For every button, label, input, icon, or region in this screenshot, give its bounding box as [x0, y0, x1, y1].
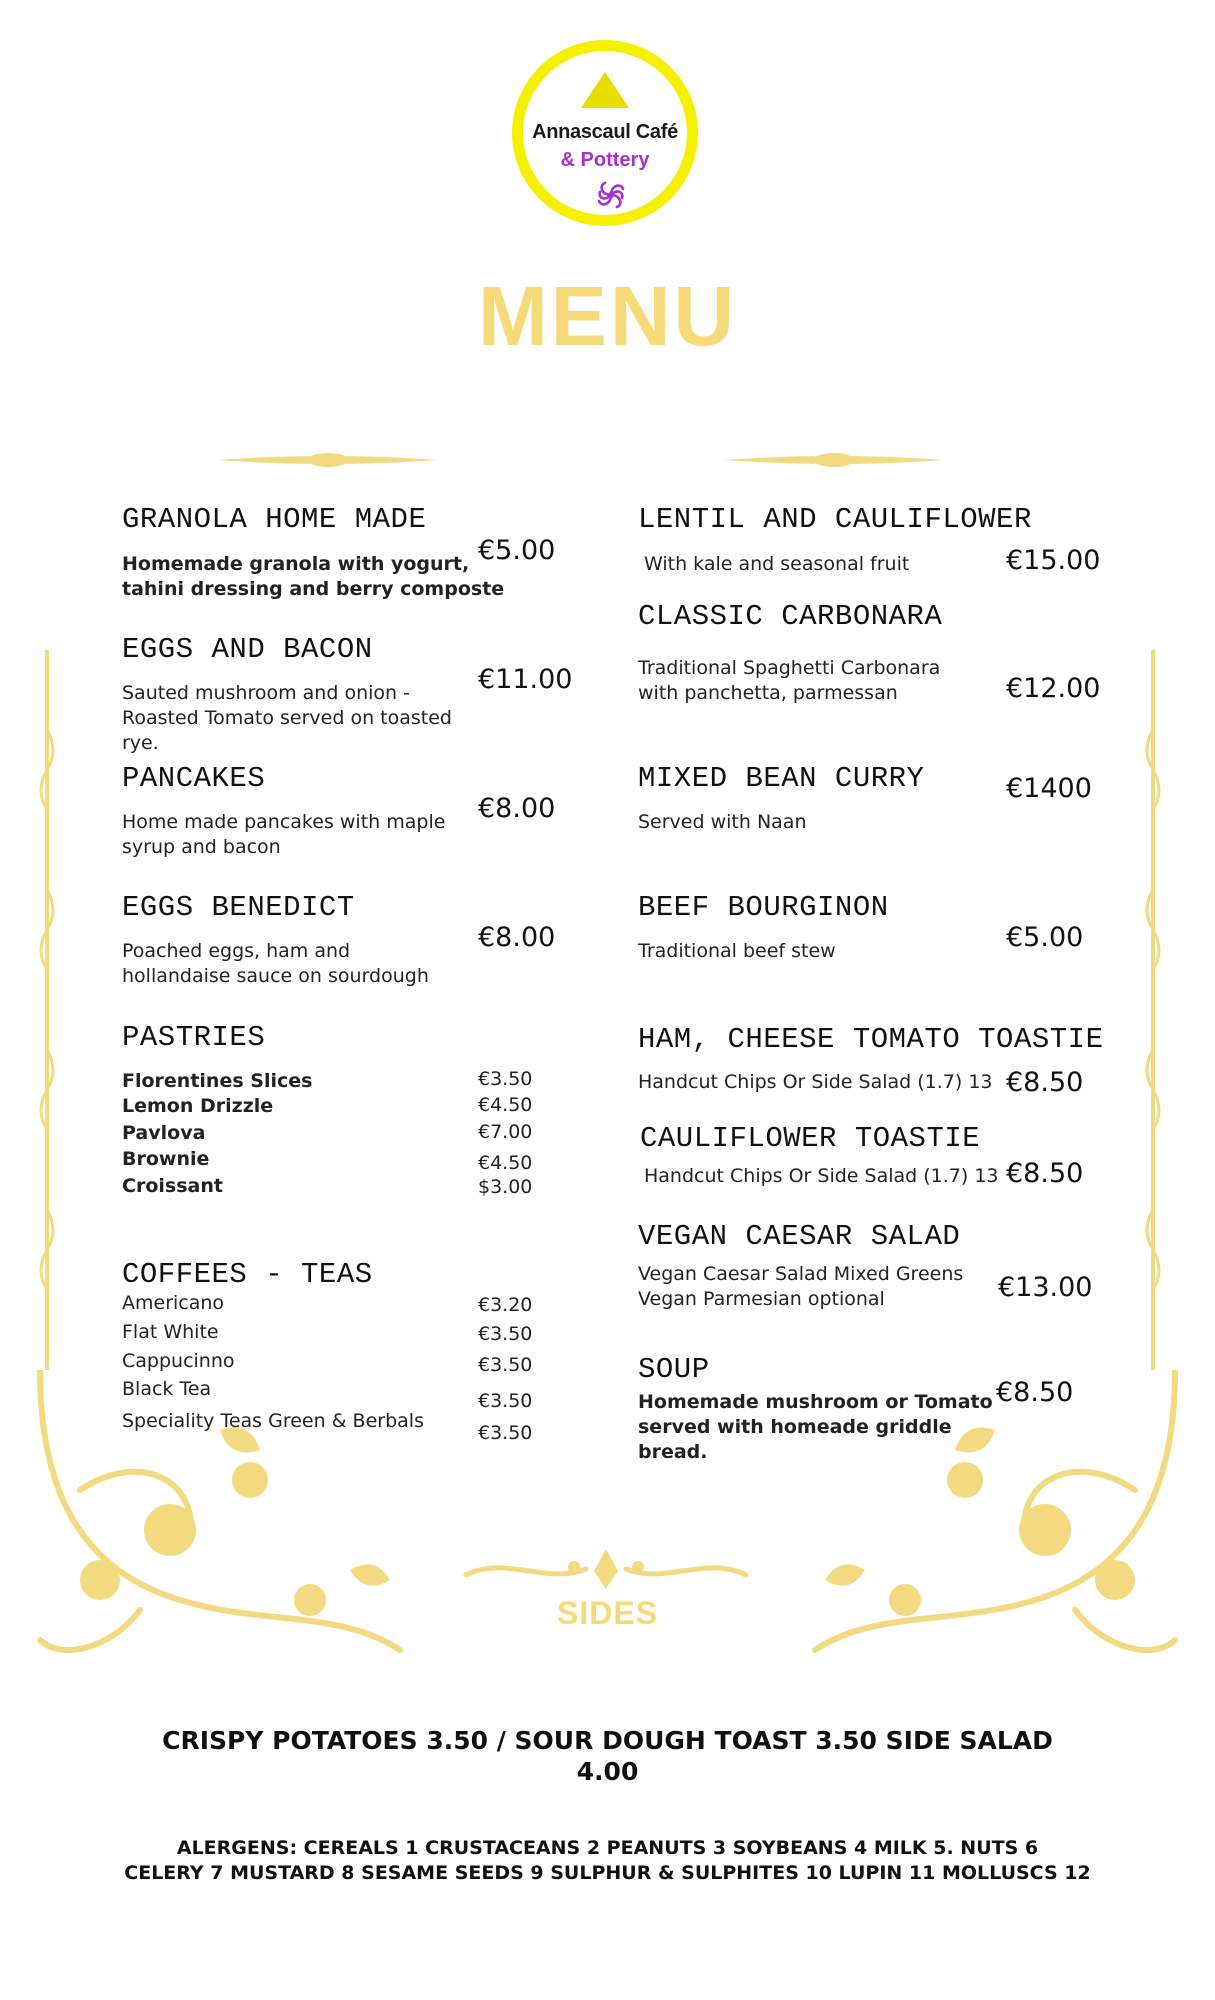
list-item-price: €7.00: [478, 1121, 533, 1143]
item-title: EGGS AND BACON: [122, 633, 373, 666]
list-item-price: €3.50: [478, 1068, 533, 1090]
list-item: Speciality Teas Green & Berbals: [122, 1410, 424, 1432]
border-vine-right: [1140, 650, 1166, 1370]
item-price: €8.50: [1006, 1158, 1084, 1189]
sides-title: SIDES: [556, 1595, 659, 1631]
item-title: HAM, CHEESE TOMATO TOASTIE: [638, 1023, 1104, 1056]
item-title: CLASSIC CARBONARA: [638, 600, 943, 633]
item-description: Vegan Caesar Salad Mixed Greens Vegan Parmesian optional: [638, 1263, 964, 1310]
item-price: €8.00: [478, 793, 556, 824]
logo-name: Annascaul Café: [532, 121, 678, 143]
item-description: Handcut Chips Or Side Salad (1.7) 13: [638, 1071, 993, 1093]
list-item: Brownie: [122, 1148, 210, 1170]
item-price: €5.00: [478, 535, 556, 566]
list-item: Croissant: [122, 1175, 223, 1197]
item-description: Poached eggs, ham and hollandaise sauce on sourdough: [122, 940, 429, 987]
cafe-logo: [512, 40, 698, 226]
list-item-price: €3.50: [478, 1354, 533, 1376]
item-description: Traditional Spaghetti Carbonara with panchetta, parmessan: [638, 657, 941, 704]
list-item: Cappucinno: [122, 1350, 235, 1372]
item-description: Homemade mushroom or Tomato served with homeade griddle bread.: [638, 1391, 993, 1463]
sides-ornament: [456, 1545, 756, 1593]
item-title: MIXED BEAN CURRY: [638, 762, 925, 795]
item-price: €11.00: [478, 664, 573, 695]
list-item-price: €4.50: [478, 1094, 533, 1116]
item-price: €8.50: [996, 1377, 1074, 1408]
logo-subtitle: & Pottery: [560, 149, 650, 171]
item-description: Served with Naan: [638, 811, 807, 833]
item-price: €8.50: [1006, 1067, 1084, 1098]
list-item-price: €3.20: [478, 1294, 533, 1316]
item-title: BEEF BOURGINON: [638, 891, 889, 924]
item-description: Home made pancakes with maple syrup and bacon: [122, 811, 446, 858]
allergens-line-1: ALERGENS: CEREALS 1 CRUSTACEANS 2 PEANUTS 3 SOYBEANS 4 MILK 5. NUTS 6: [176, 1837, 1039, 1859]
list-item-price: €3.50: [478, 1390, 533, 1412]
item-title: VEGAN CAESAR SALAD: [638, 1220, 961, 1253]
triangle-icon: [581, 72, 629, 108]
menu-title: MENU: [477, 269, 738, 363]
list-item-price: €3.50: [478, 1323, 533, 1345]
item-price: €12.00: [1006, 673, 1101, 704]
allergens-line-2: CELERY 7 MUSTARD 8 SESAME SEEDS 9 SULPHUR & SULPHITES 10 LUPIN 11 MOLLUSCS 12: [124, 1862, 1091, 1884]
item-title: PANCAKES: [122, 762, 266, 795]
item-price: €5.00: [1006, 922, 1084, 953]
item-description: Handcut Chips Or Side Salad (1.7) 13: [644, 1165, 999, 1187]
item-title: LENTIL AND CAULIFLOWER: [638, 503, 1032, 536]
item-description: Homemade granola with yogurt, tahini dressing and berry composte: [122, 553, 505, 600]
item-title: SOUP: [638, 1353, 710, 1386]
list-item: Lemon Drizzle: [122, 1095, 274, 1117]
list-item: Americano: [122, 1292, 225, 1314]
item-price: €1400: [1006, 773, 1092, 804]
border-vine-left: [34, 650, 60, 1370]
item-title: EGGS BENEDICT: [122, 891, 355, 924]
item-price: €15.00: [1006, 545, 1101, 576]
item-description: Traditional beef stew: [638, 940, 836, 962]
item-description: Sauted mushroom and onion - Roasted Tomato served on toasted rye.: [122, 682, 452, 754]
coffees-title: COFFEES - TEAS: [122, 1258, 373, 1291]
list-item: Flat White: [122, 1321, 219, 1343]
list-item: Black Tea: [122, 1378, 212, 1400]
list-item-price: €4.50: [478, 1152, 533, 1174]
pottery-swirl-icon: [593, 177, 629, 213]
item-price: €13.00: [998, 1272, 1093, 1303]
list-item: Pavlova: [122, 1122, 206, 1144]
gold-divider-right: [724, 448, 944, 472]
item-title: CAULIFLOWER TOASTIE: [640, 1122, 981, 1155]
list-item-price: $3.00: [478, 1176, 533, 1198]
item-price: €8.00: [478, 922, 556, 953]
pastries-title: PASTRIES: [122, 1021, 266, 1054]
list-item: Florentines Slices: [122, 1070, 313, 1092]
item-title: GRANOLA HOME MADE: [122, 503, 427, 536]
item-description: With kale and seasonal fruit: [644, 553, 910, 575]
gold-divider-left: [218, 448, 438, 472]
list-item-price: €3.50: [478, 1422, 533, 1444]
sides-list: CRISPY POTATOES 3.50 / SOUR DOUGH TOAST 3.50 SIDE SALAD 4.00: [162, 1726, 1053, 1786]
